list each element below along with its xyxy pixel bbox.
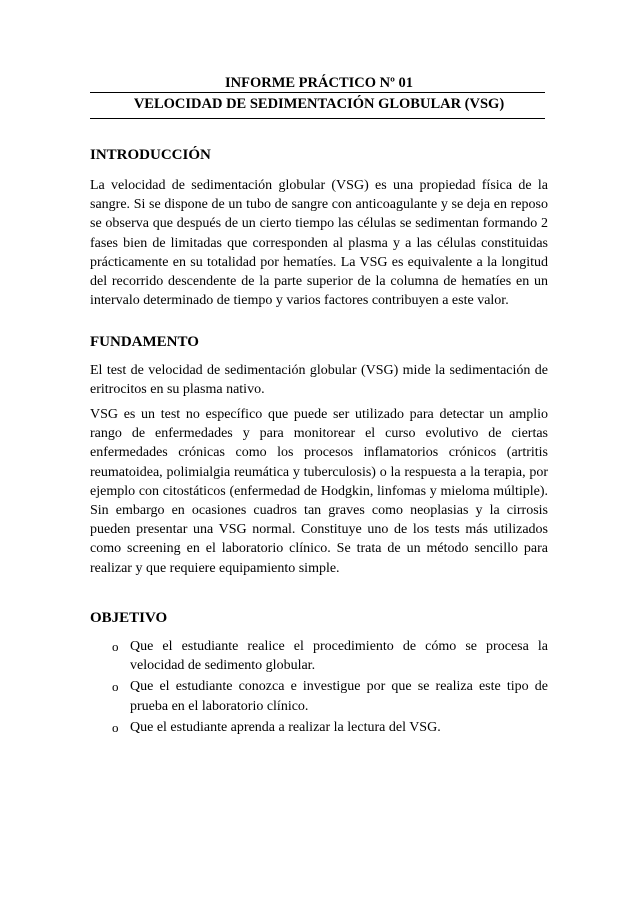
title-divider-bottom	[90, 118, 545, 119]
objetivo-list	[112, 637, 548, 739]
list-item-text: Que el estudiante conozca e investigue por que se realiza este tipo de prueba en el laboratorio clínico.	[130, 679, 548, 714]
report-title: INFORME PRÁCTICO Nº 01	[224, 75, 414, 91]
list-item-text: Que el estudiante aprenda a realizar la lectura del VSG.	[130, 719, 441, 735]
list-item	[112, 718, 548, 737]
fundamento-heading: FUNDAMENTO	[90, 334, 199, 350]
list-item	[112, 637, 548, 675]
introduccion-heading: INTRODUCCIÓN	[90, 147, 211, 163]
list-item	[112, 677, 548, 715]
fundamento-paragraph-2: VSG es un test no específico que puede ser utilizado para detectar un amplio rango de enfermedades y para monitorear el curso evolutivo de ciertas enfermedades crónicas como los procesos inflamatorios crónicos (artritis reumatoidea, polimialgia reumática y tuberculosis) o la respuesta a la terapia, por ejemplo con citostáticos (enfermedad de Hodgkin, linfomas y mieloma múltiple). Sin embargo en ocasiones cuadros tan graves como neoplasias y la cirrosis pueden presentar una VSG normal. Constituye uno de los tests más utilizados como screening en el laboratorio clínico. Se trata de un método sencillo para realizar y que requiere equipamiento simple.	[90, 407, 548, 576]
bullet-icon: o	[112, 679, 119, 695]
bullet-icon: o	[112, 719, 119, 735]
bullet-icon: o	[112, 639, 119, 654]
report-subtitle: VELOCIDAD DE SEDIMENTACIÓN GLOBULAR (VSG)	[133, 96, 505, 112]
fundamento-paragraph-1: El test de velocidad de sedimentación globular (VSG) mide la sedimentación de eritrocitos en su plasma nativo.	[90, 363, 548, 398]
title-divider-top	[90, 92, 545, 93]
introduccion-paragraph: La velocidad de sedimentación globular (VSG) es una propiedad física de la sangre. Si se dispone de un tubo de sangre con anticoagulante y se deja en reposo se observa que después de un cierto tiempo las células se sedimentan formando 2 fases bien de limitadas que corresponden al plasma y a las células constituidas prácticamente en su totalidad por hematíes. La VSG es equivalente a la longitud del recorrido descendente de la parte superior de la columna de hematíes en un intervalo determinado de tiempo y varios factores contribuyen a este valor.	[90, 178, 548, 309]
list-item-text: Que el estudiante realice el procedimiento de cómo se procesa la velocidad de sedimento globular.	[130, 639, 548, 674]
objetivo-heading: OBJETIVO	[90, 610, 168, 626]
